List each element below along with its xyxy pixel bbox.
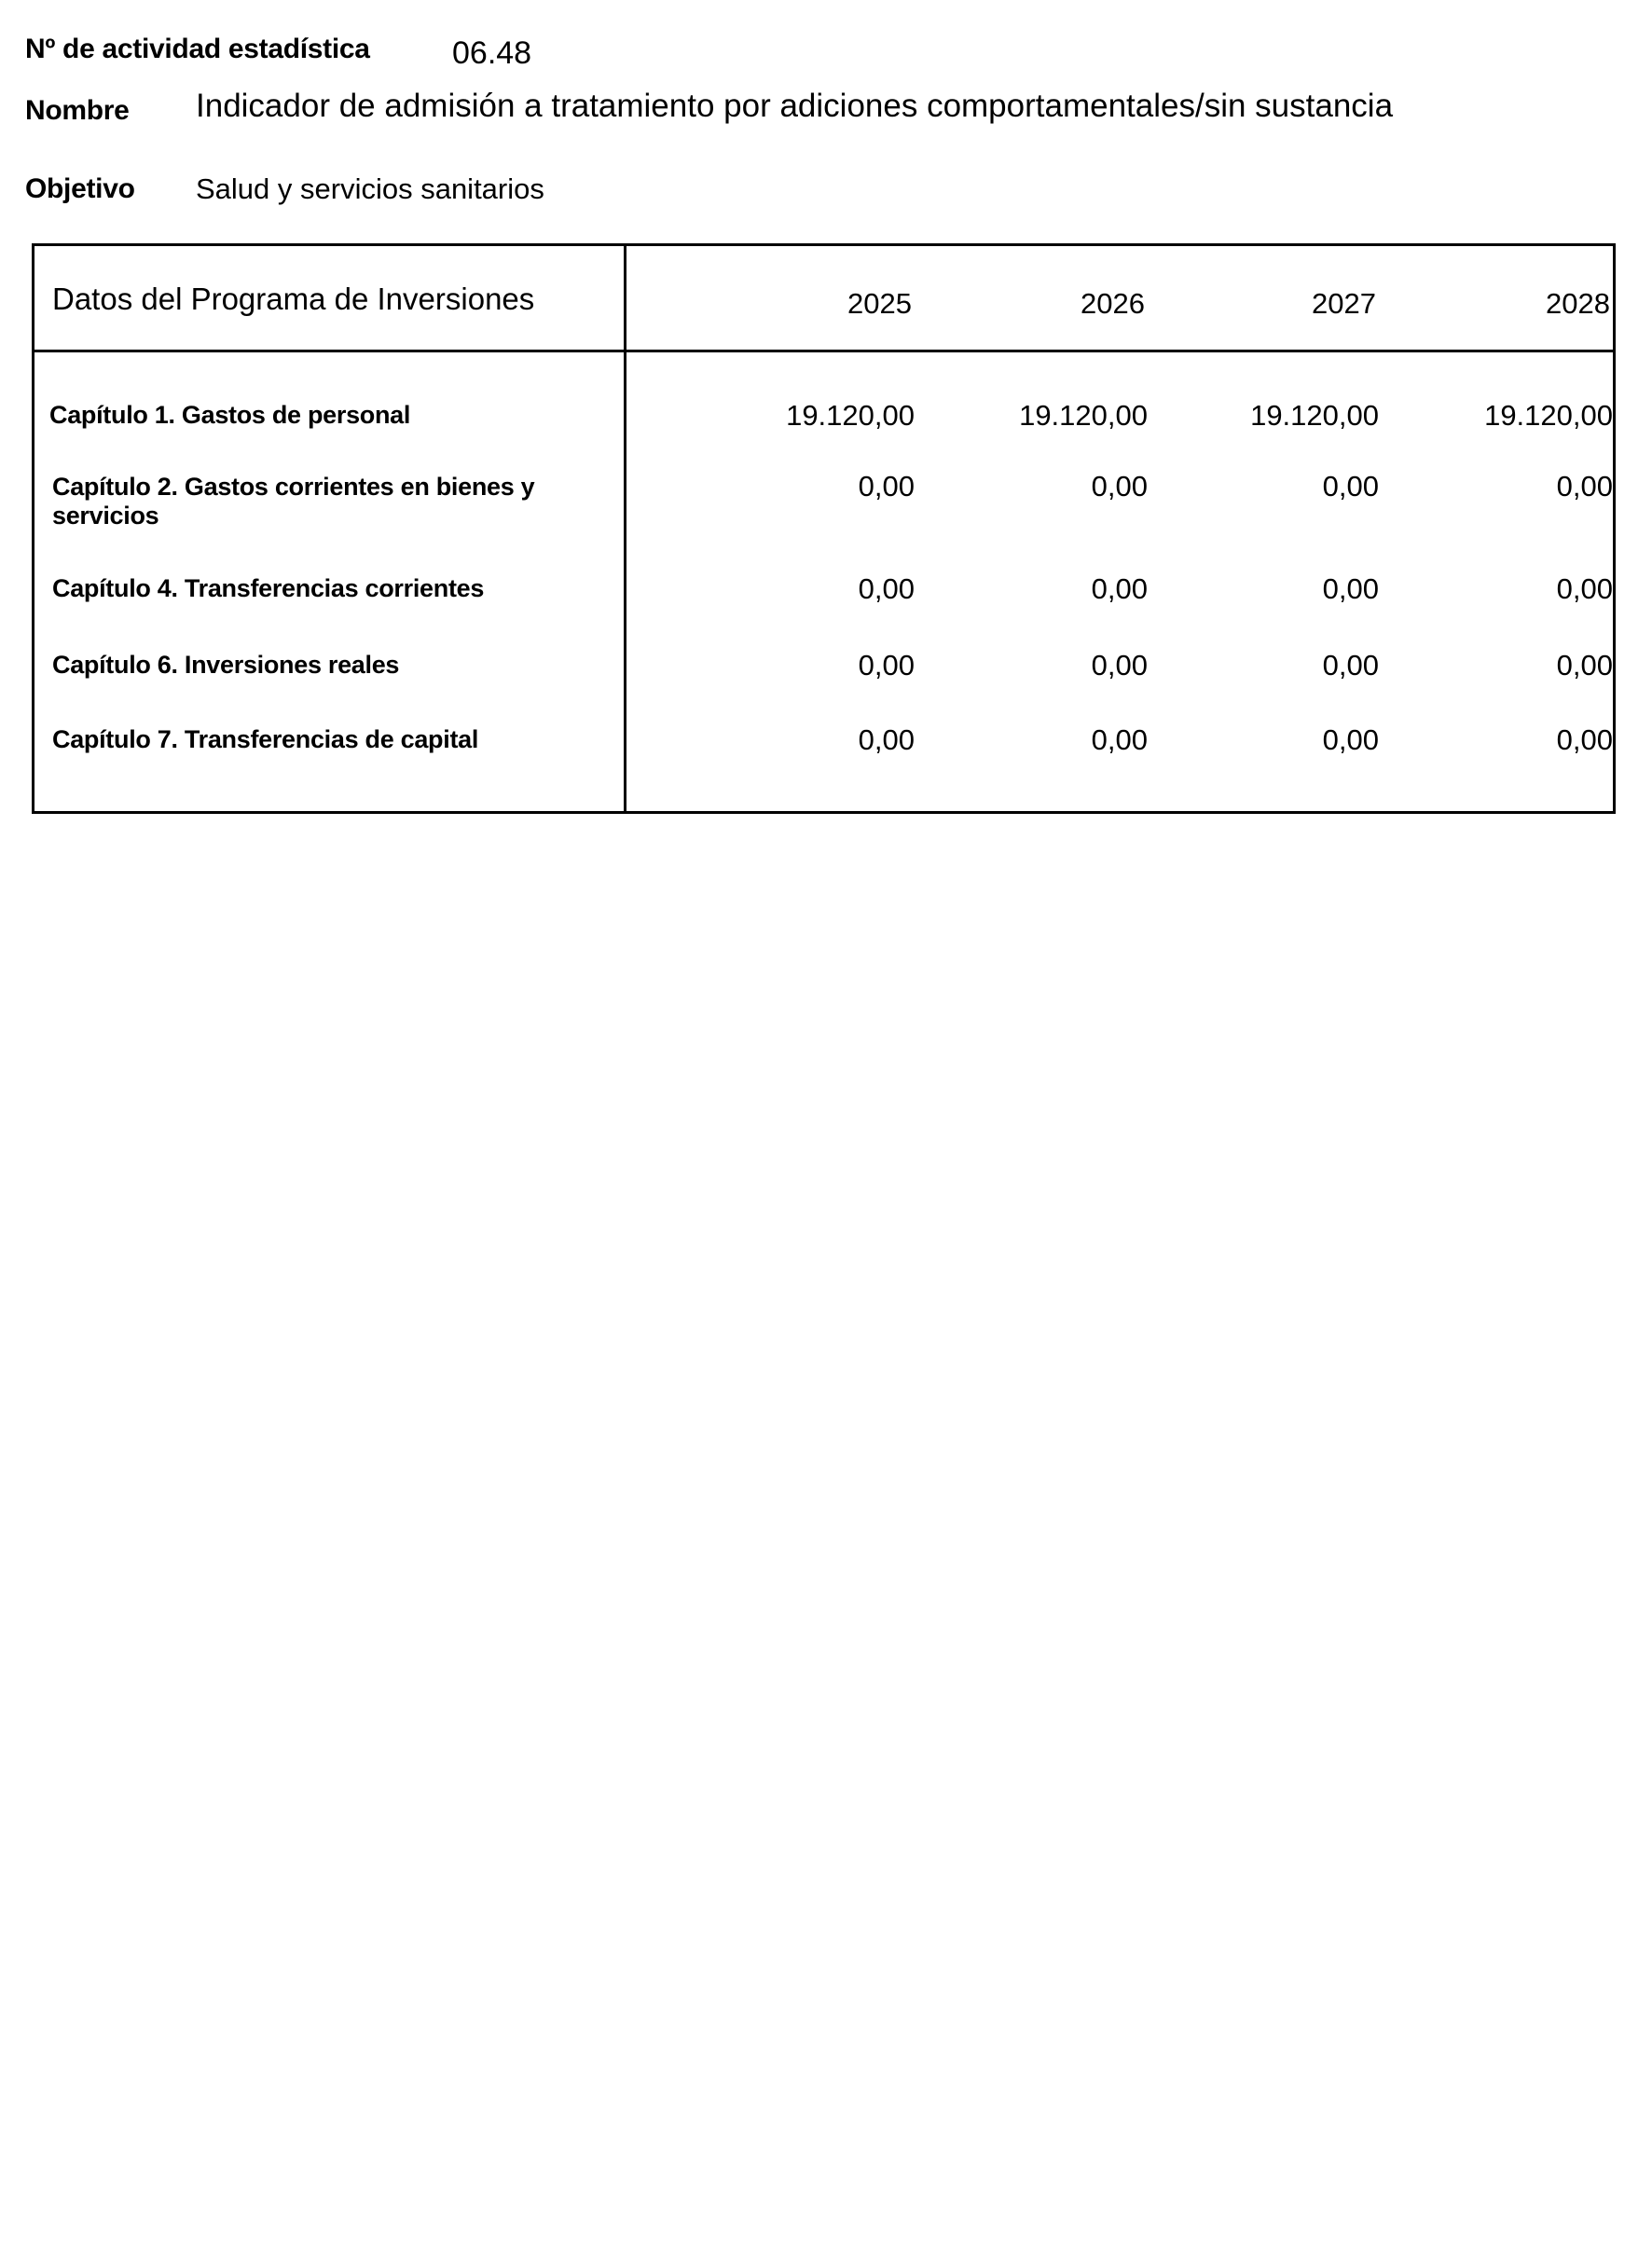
table-cell: 0,00 xyxy=(858,723,915,756)
column-divider xyxy=(624,246,626,811)
table-cell: 0,00 xyxy=(1556,649,1613,681)
year-header-2025: 2025 xyxy=(847,287,912,320)
table-cell: 0,00 xyxy=(1322,572,1379,605)
year-header-2028: 2028 xyxy=(1546,287,1610,320)
table-cell: 0,00 xyxy=(1556,470,1613,502)
table-cell: 19.120,00 xyxy=(1250,399,1379,432)
table-cell: 0,00 xyxy=(1322,723,1379,756)
header-divider xyxy=(34,350,1613,352)
table-cell: 0,00 xyxy=(858,649,915,681)
row-label-capitulo-2: Capítulo 2. Gastos corrientes en bienes y servicios xyxy=(52,473,535,530)
row-label-capitulo-6: Capítulo 6. Inversiones reales xyxy=(52,651,400,679)
table-cell: 0,00 xyxy=(1556,723,1613,756)
year-header-2027: 2027 xyxy=(1312,287,1376,320)
row-label-capitulo-7: Capítulo 7. Transferencias de capital xyxy=(52,725,479,753)
table-cell: 0,00 xyxy=(858,470,915,502)
row-label-capitulo-1: Capítulo 1. Gastos de personal xyxy=(49,401,411,429)
objective-label: Objetivo xyxy=(25,173,135,204)
activity-number-label: Nº de actividad estadística xyxy=(25,34,370,64)
table-cell: 0,00 xyxy=(1091,723,1148,756)
name-value: Indicador de admisión a tratamiento por adiciones comportamentales/sin sustancia xyxy=(196,88,1394,124)
year-header-2026: 2026 xyxy=(1081,287,1145,320)
table-cell: 19.120,00 xyxy=(786,399,915,432)
table-cell: 0,00 xyxy=(1091,572,1148,605)
table-cell: 0,00 xyxy=(1091,649,1148,681)
table-title: Datos del Programa de Inversiones xyxy=(52,282,535,316)
activity-number-value: 06.48 xyxy=(452,35,532,71)
table-cell: 19.120,00 xyxy=(1484,399,1613,432)
table-cell: 19.120,00 xyxy=(1019,399,1148,432)
objective-value: Salud y servicios sanitarios xyxy=(196,172,544,205)
investment-program-table xyxy=(32,243,1616,814)
table-cell: 0,00 xyxy=(858,572,915,605)
table-cell: 0,00 xyxy=(1556,572,1613,605)
table-cell: 0,00 xyxy=(1322,470,1379,502)
row-label-capitulo-4: Capítulo 4. Transferencias corrientes xyxy=(52,574,485,602)
table-cell: 0,00 xyxy=(1091,470,1148,502)
name-label: Nombre xyxy=(25,95,130,126)
table-cell: 0,00 xyxy=(1322,649,1379,681)
